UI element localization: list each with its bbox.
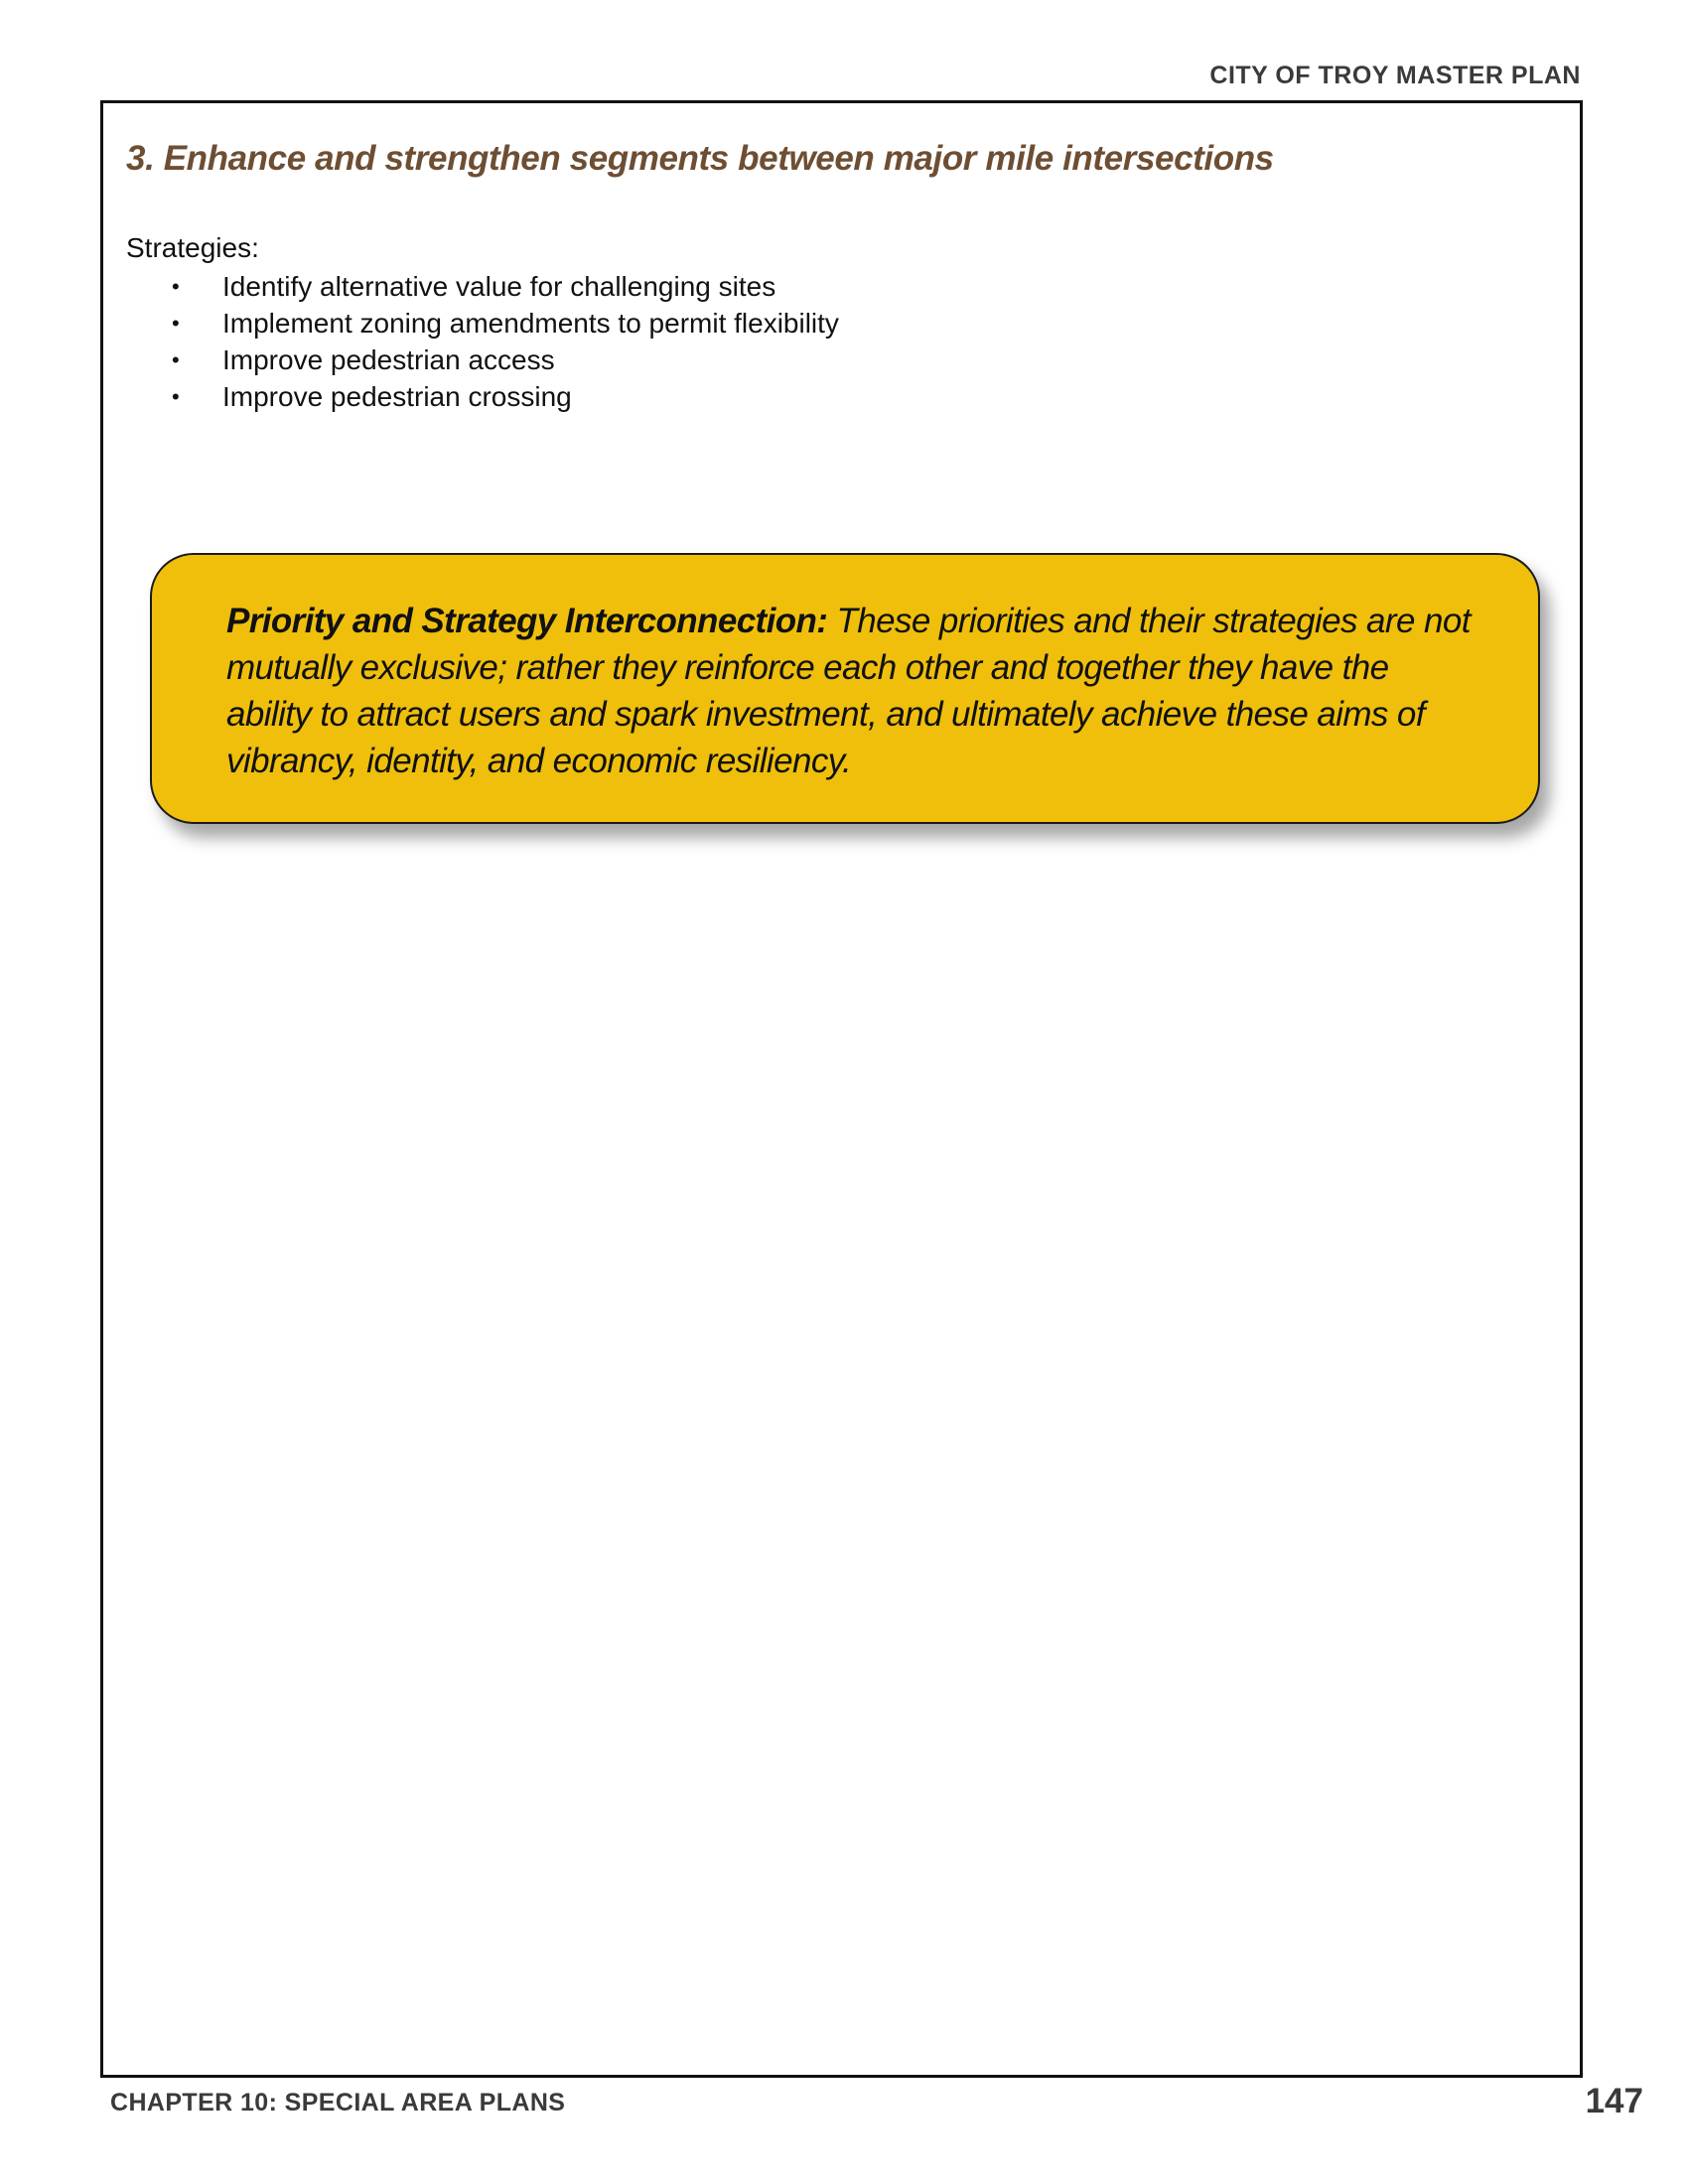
- strategy-item: [126, 305, 839, 341]
- strategy-text: Improve pedestrian crossing: [222, 381, 572, 412]
- bullet-icon: •: [172, 384, 180, 409]
- callout-text: [226, 598, 1478, 784]
- page-number: 147: [1585, 2082, 1643, 2120]
- strategy-item: [126, 378, 839, 415]
- strategy-list: [126, 268, 839, 415]
- callout-body: These priorities and their strategies are not mutually exclusive; rather they reinforce each other and together they have the ability to attract users and spark investment, and ultimately achieve these aims of vibrancy, identity, and economic resiliency.: [226, 602, 1471, 780]
- bullet-icon: •: [172, 347, 180, 372]
- strategy-text: Implement zoning amendments to permit flexibility: [222, 308, 839, 339]
- strategy-text: Identify alternative value for challenging sites: [222, 271, 776, 302]
- strategy-text: Improve pedestrian access: [222, 344, 555, 375]
- strategy-item: [126, 341, 839, 378]
- callout-lead: Priority and Strategy Interconnection:: [226, 602, 828, 640]
- strategy-item: [126, 268, 839, 305]
- bullet-icon: •: [172, 274, 180, 299]
- bullet-icon: •: [172, 311, 180, 336]
- section-title: 3. Enhance and strengthen segments between major mile intersections: [126, 139, 1274, 178]
- running-header: CITY OF TROY MASTER PLAN: [1209, 62, 1581, 89]
- footer-chapter: CHAPTER 10: SPECIAL AREA PLANS: [110, 2089, 566, 2116]
- callout-box: [150, 553, 1540, 824]
- strategies-label: Strategies:: [126, 232, 259, 263]
